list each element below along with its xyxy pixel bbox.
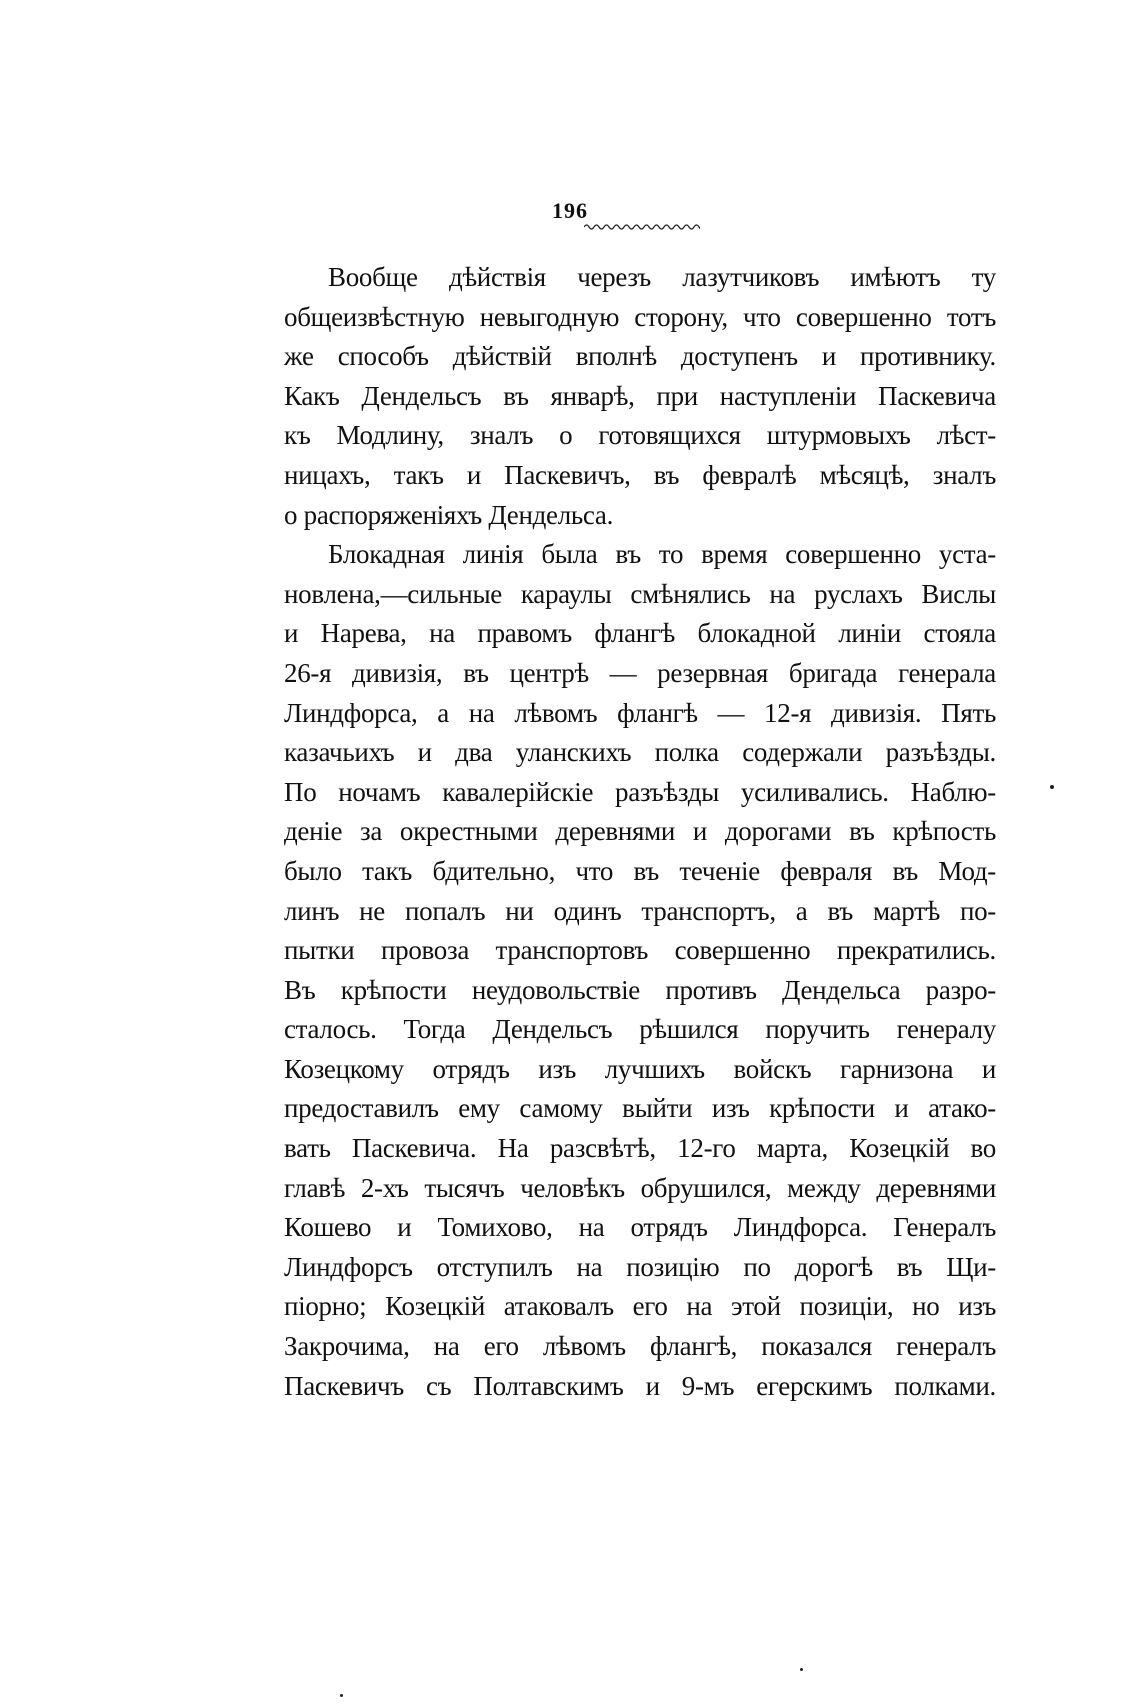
text-line: 26-я дивизія, въ центрѣ — резервная бригада генерала [284,657,996,688]
text-line: Вообще дѣйствія черезъ лазутчиковъ имѣютъ ту [328,262,996,292]
text-line: главѣ 2-хъ тысячъ человѣкъ обрушился, между деревнями [284,1172,996,1203]
text-line: Блокадная линія была въ то время совершенно уста- [328,539,996,570]
body-text [284,258,996,1406]
text-line: Закрочима, на его лѣвомъ флангѣ, показался генералъ [284,1331,996,1362]
text-line: Какъ Дендельсъ въ январѣ, при наступленіи Паскевича [284,380,996,411]
text-line: же способъ дѣйствій вполнѣ доступенъ и противнику. [284,341,996,372]
scan-speck [340,1694,343,1697]
text-line: Линдфорсъ отступилъ на позицію по дорогѣ въ Щи- [284,1251,996,1282]
page-number: 196 [552,198,588,223]
text-line: деніе за окрестными деревнями и дорогами въ крѣпость [284,816,996,847]
scan-speck [800,1668,803,1671]
text-line: предоставилъ ему самому выйти изъ крѣпости и атако- [284,1093,996,1124]
text-line: Въ крѣпости неудовольствіе противъ Дендельса разро- [284,974,996,1005]
text-line: было такъ бдительно, что въ теченіе февраля въ Мод- [284,855,996,886]
text-line: піорно; Козецкій атаковалъ его на этой позиціи, но изъ [284,1291,996,1322]
text-line: общеизвѣстную невыгодную сторону, что совершенно тотъ [284,301,996,332]
text-line: Линдфорса, а на лѣвомъ флангѣ — 12-я дивизія. Пять [284,697,996,728]
scan-speck [1050,785,1054,789]
text-line: и Нарева, на правомъ флангѣ блокадной линіи стояла [284,618,996,649]
text-line: сталось. Тогда Дендельсъ рѣшился поручить генералу [284,1014,996,1045]
text-line: вать Паскевича. На разсвѣтѣ, 12-го марта, Козецкій во [284,1133,996,1164]
text-line: казачьихъ и два уланскихъ полка содержали разъѣзды. [284,737,996,768]
text-line: Паскевичъ съ Полтавскимъ и 9-мъ егерскимъ полками. [284,1370,996,1401]
text-line: По ночамъ кавалерійскіе разъѣзды усиливались. Наблю- [284,776,996,807]
text-line: Кошево и Томихово, на отрядъ Линдфорса. Генералъ [284,1212,996,1243]
text-line: къ Модлину, зналъ о готовящихся штурмовыхъ лѣст- [284,420,996,451]
text-line: о распоряженіяхъ Дендельса. [284,499,614,530]
text-line: пытки провоза транспортовъ совершенно прекратились. [284,935,996,966]
text-line: линъ не попалъ ни одинъ транспортъ, а въ мартѣ по- [284,895,996,926]
paragraph-1 [284,258,996,535]
text-line: новлена,—сильные караулы смѣнялись на руслахъ Вислы [284,578,996,609]
text-line: ницахъ, такъ и Паскевичъ, въ февралѣ мѣсяцѣ, зналъ [284,459,996,490]
wavy-rule-ornament [584,222,700,232]
text-line: Козецкому отрядъ изъ лучшихъ войскъ гарнизона и [284,1053,996,1084]
paragraph-2 [284,535,996,1406]
